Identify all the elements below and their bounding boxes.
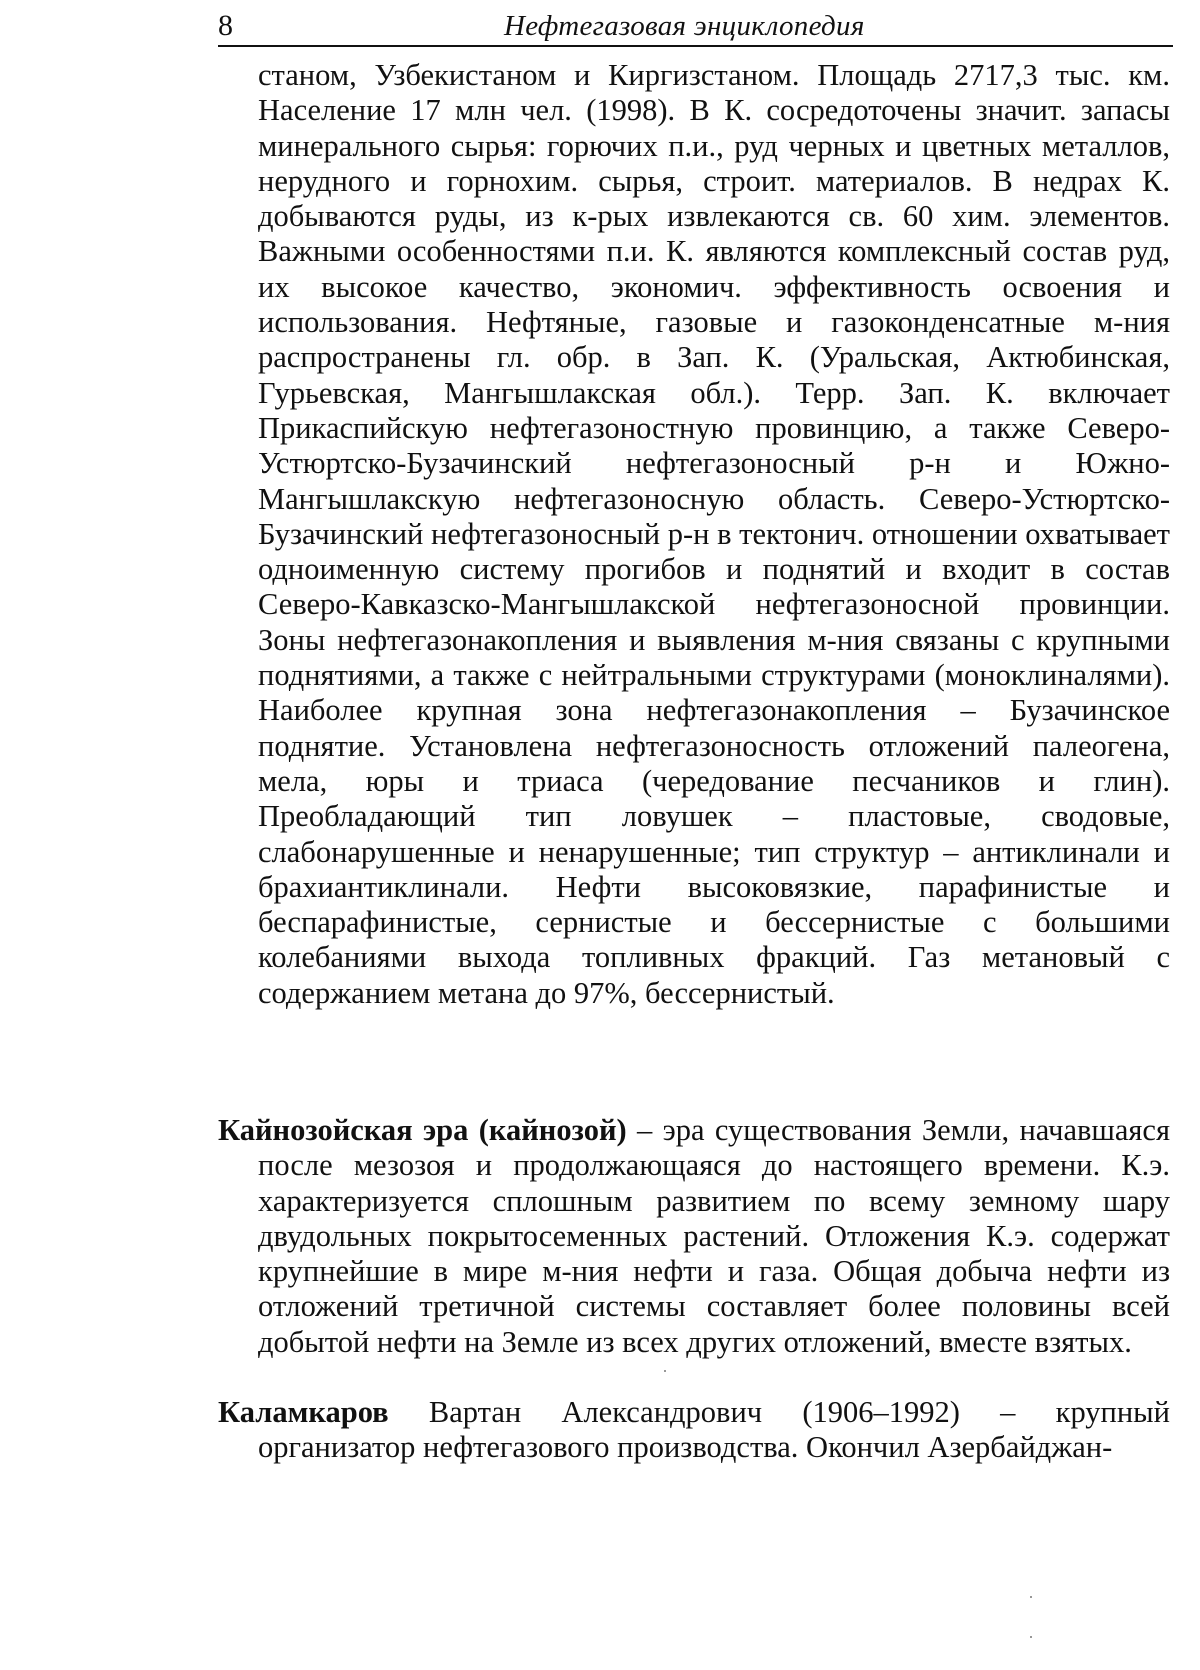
scan-speck [1030,1636,1032,1638]
scan-speck [664,1370,666,1372]
entry-kalamkarov [218,1395,1170,1466]
entry-definition: Вартан Александрович (1906–1992) – крупный организатор нефтегазового производства. Окончил Азербайджан- [258,1395,1170,1465]
header-divider [218,45,1173,47]
entry-cenozoic-era [218,1113,1170,1360]
page-number: 8 [218,9,233,42]
running-title: Нефтегазовая энциклопедия [504,10,865,42]
scan-speck [1030,1596,1032,1598]
entry-definition: – эра существования Земли, начавшаяся после мезозоя и продолжающаяся до настоящего времени. К.э. характеризуется сплошным развитием по всему земному шару двудольных покрытосеменных растений. Отложения К.э. содержат крупнейшие в мире м-ния нефти и газа. Общая добыча нефти из отложений третичной системы составляет более половины всей добытой нефти на Земле из всех других отложений, вместе взятых. [258,1113,1170,1359]
entry-term: Кайнозойская эра (кайнозой) [218,1113,627,1147]
entry-term: Каламкаров [218,1395,389,1429]
continuation-paragraph: станом, Узбекистаном и Киргизстаном. Площадь 2717,3 тыс. км. Население 17 млн чел. (1998). В К. сосредоточены значит. запасы минерального сырья: горючих п.и., руд черных и цветных металлов, нерудного и горнохим. сырья, строит. материалов. В недрах К. добываются руды, из к-рых извлекаются св. 60 хим. элементов. Важными особенностями п.и. К. являются комплексный состав руд, их высокое качество, экономич. эффективность освоения и использования. Нефтяные, газовые и газоконденсатные м-ния распространены гл. обр. в Зап. К. (Уральская, Актюбинская, Гурьевская, Мангышлакская обл.). Терр. Зап. К. включает Прикаспийскую нефтегазоностную провинцию, а также Северо-Устюртско-Бузачинский нефтегазоносный р-н и Южно-Мангышлакскую нефтегазоносную область. Северо-Устюртско-Бузачинский нефтегазоносный р-н в тектонич. отношении охватывает одноименную систему прогибов и поднятий и входит в состав Северо-Кавказско-Мангышлакской нефтегазоносной провинции. Зоны нефтегазонакопления и выявления м-ния связаны с крупными поднятиями, а также с нейтральными структурами (моноклиналями). Наиболее крупная зона нефтегазонакопления – Бузачинское поднятие. Установлена нефтегазоносность отложений палеогена, мела, юры и триаса (чередование песчаников и глин). Преобладающий тип ловушек – пластовые, сводовые, слабонарушенные и ненарушенные; тип структур – антиклинали и брахиантиклинали. Нефти высоковязкие, парафинистые и беспарафинистые, сернистые и бессернистые с большими колебаниями выхода топливных фракций. Газ метановый с содержанием метана до 97%, бессернистый. [258,58,1170,1010]
page-header [218,8,1173,46]
